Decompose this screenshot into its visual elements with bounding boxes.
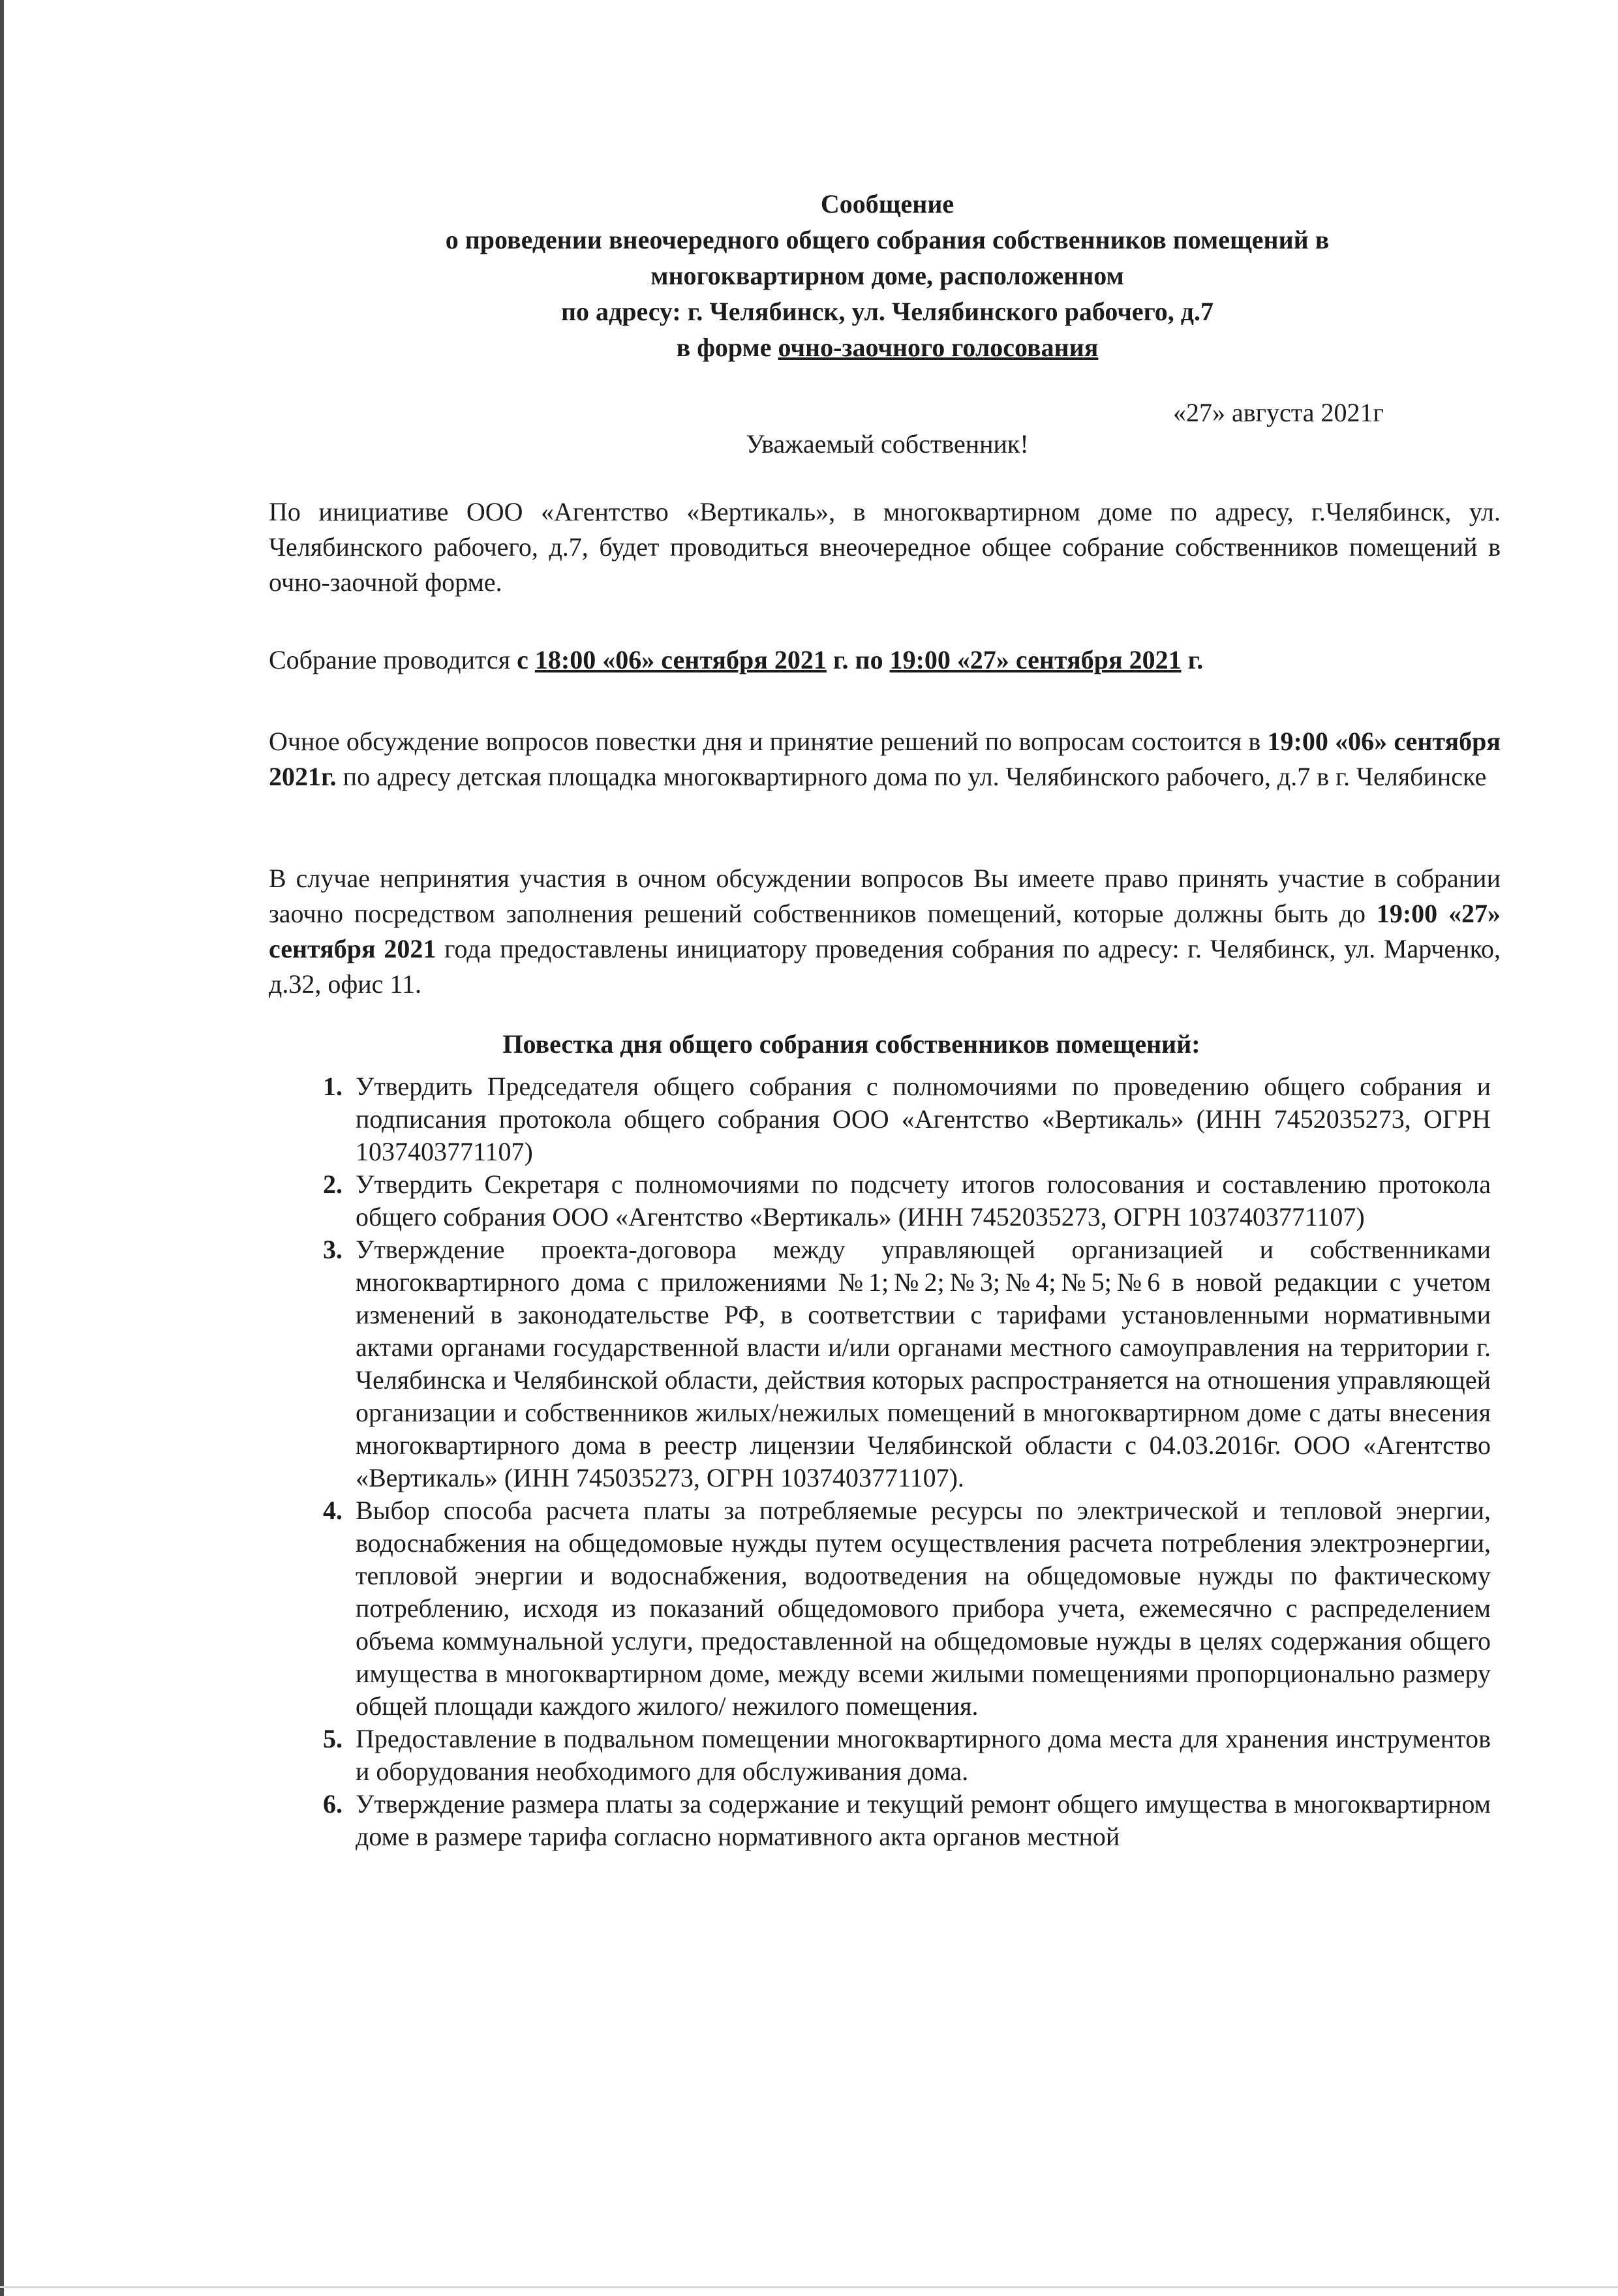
period-middle: г. по xyxy=(826,645,890,674)
agenda-item-number: 1. xyxy=(323,1072,343,1101)
document-title xyxy=(365,186,1409,365)
agenda-item xyxy=(290,1070,1491,1168)
period-prefix: Собрание проводится xyxy=(269,645,517,674)
agenda-item-text: Предоставление в подвальном помещении многоквартирного дома места для хранения инструментов и оборудования необходимого для обслуживания дома. xyxy=(356,1724,1491,1786)
agenda-item xyxy=(290,1233,1491,1494)
in-person-paragraph xyxy=(269,724,1501,794)
in-person-datetime: 19:00 «06» сентября 2021г. xyxy=(269,727,1501,791)
greeting: Уважаемый собственник! xyxy=(746,429,1029,459)
in-person-text-before: Очное обсуждение вопросов повестки дня и принятие решений по вопросам состоится в xyxy=(269,727,1268,756)
period-end: 19:00 «27» сентября 2021 xyxy=(889,645,1182,674)
agenda-item-number: 2. xyxy=(323,1170,343,1199)
absentee-text-before: В случае непринятия участия в очном обсуждении вопросов Вы имеете право принять участие в собрании заочно посредством заполнения решений собственников помещений, которые должны быть до xyxy=(269,864,1501,928)
period-start: 18:00 «06» сентября 2021 xyxy=(534,645,827,674)
scan-bottom-edge xyxy=(0,2286,1618,2288)
title-line-1: Сообщение xyxy=(820,189,954,219)
period-suffix: г. xyxy=(1181,645,1204,674)
agenda-item-text: Утверждение размера платы за содержание и текущий ремонт общего имущества в многоквартирном доме в размере тарифа согласно нормативного акта органов местной xyxy=(356,1789,1491,1851)
period-from: с xyxy=(517,645,535,674)
intro-paragraph: По инициативе ООО «Агентство «Вертикаль», в многоквартирном доме по адресу, г.Челябинск, ул. Челябинского рабочего, д.7, будет проводиться внеочередное общее собрание собственников помещений в очно-заочной форме. xyxy=(269,497,1501,597)
agenda-item-text: Утверждение проекта-договора между управляющей организацией и собственниками многоквартирного дома с приложениями №1;№2;№3;№4;№5;№6 в новой редакции с учетом изменений в законодательстве РФ, в соответствии с тарифами установленными нормативными актами органами государственной власти и/или органами местного самоуправления на территории г. Челябинска и Челябинской области, действия которых распространяется на отношения управляющей организации и собственников жилых/нежилых помещений в многоквартирном доме с даты внесения многоквартирного дома в реестр лицензии Челябинской области с 04.03.2016г. ООО «Агентство «Вертикаль» (ИНН 745035273, ОГРН 1037403771107). xyxy=(356,1235,1491,1492)
agenda-item-number: 5. xyxy=(323,1724,343,1753)
agenda-item xyxy=(290,1494,1491,1723)
agenda-title: Повестка дня общего собрания собственников помещений: xyxy=(502,1029,1200,1059)
agenda-item xyxy=(290,1168,1491,1233)
absentee-paragraph xyxy=(269,861,1501,1002)
agenda-item-number: 6. xyxy=(323,1789,343,1819)
absentee-text-after: года предоставлены инициатору проведения собрания по адресу: г. Челябинск, ул. Марченко, д.32, офис 11. xyxy=(269,934,1501,999)
in-person-text-after: по адресу детская площадка многоквартирного дома по ул. Челябинского рабочего, д.7 в г. Челябинске xyxy=(336,762,1487,791)
agenda-item xyxy=(290,1788,1491,1853)
title-line-4: по адресу: г. Челябинск, ул. Челябинского рабочего, д.7 xyxy=(560,297,1214,326)
agenda-item xyxy=(290,1723,1491,1788)
meeting-period xyxy=(269,642,1501,678)
scan-edge xyxy=(0,0,4,2296)
voting-form: очно-заочного голосования xyxy=(778,333,1099,362)
agenda-item-text: Выбор способа расчета платы за потребляемые ресурсы по электрической и тепловой энергии, водоснабжения на общедомовые нужды путем осуществления расчета потребления электроэнергии, тепловой энергии и водоснабжения, водоотведения на общедомовые нужды по фактическому потреблению, исходя из показаний общедомового прибора учета, ежемесячно с распределением объема коммунальной услуги, предоставленной на общедомовые нужды в целях содержания общего имущества в многоквартирном доме, между всеми жилыми помещениями пропорционально размеру общей площади каждого жилого/ нежилого помещения. xyxy=(356,1496,1491,1721)
agenda-list xyxy=(290,1070,1491,1853)
absentee-deadline: 19:00 «27» сентября 2021 xyxy=(269,899,1501,963)
title-line-3: многоквартирном доме, расположенном xyxy=(650,261,1124,290)
agenda-item-text: Утвердить Председателя общего собрания с полномочиями по проведению общего собрания и подписания протокола общего собрания ООО «Агентство «Вертикаль» (ИНН 7452035273, ОГРН 1037403771107) xyxy=(356,1072,1491,1166)
title-line-5 xyxy=(365,329,1409,365)
title-line-2: о проведении внеочередного общего собрания собственников помещений в xyxy=(445,225,1330,254)
agenda-item-number: 3. xyxy=(323,1235,343,1264)
document-date: «27» августа 2021г xyxy=(1173,398,1384,427)
agenda-item-text: Утвердить Секретаря с полномочиями по подсчету итогов голосования и составлению протокола общего собрания ООО «Агентство «Вертикаль» (ИНН 7452035273, ОГРН 1037403771107) xyxy=(356,1170,1491,1231)
title-line-5-prefix: в форме xyxy=(676,333,778,362)
agenda-item-number: 4. xyxy=(323,1496,343,1525)
